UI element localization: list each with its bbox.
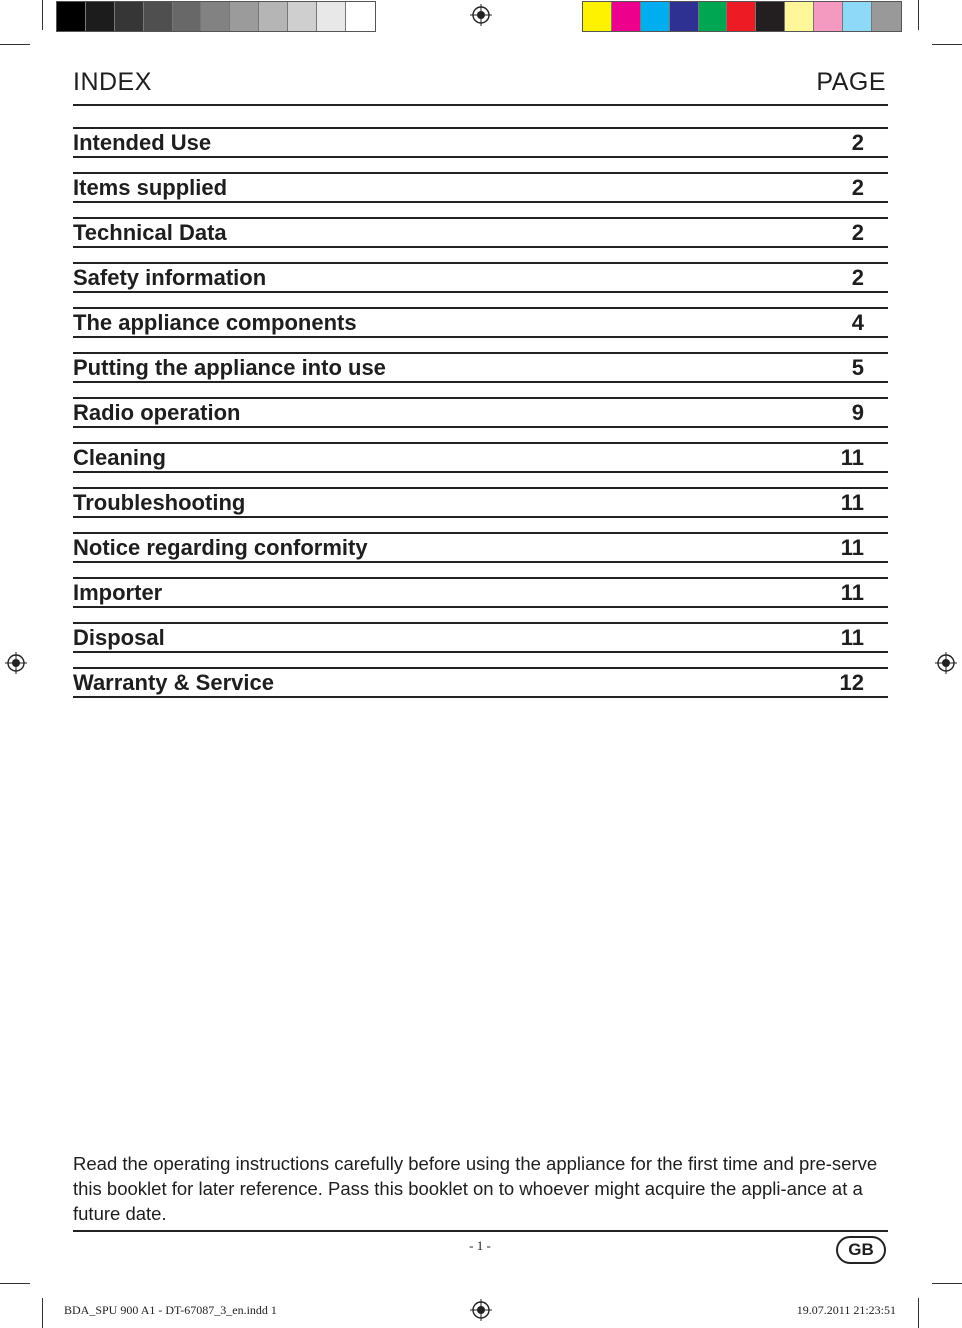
table-of-contents xyxy=(73,127,888,712)
page-heading: PAGE xyxy=(816,68,886,96)
toc-title: Notice regarding conformity xyxy=(73,535,368,560)
crop-mark xyxy=(0,44,30,45)
crop-mark xyxy=(932,44,962,45)
toc-title: Importer xyxy=(73,580,163,605)
toc-title: Troubleshooting xyxy=(73,490,246,515)
toc-page-number: 11 xyxy=(840,445,864,470)
color-swatch xyxy=(785,2,814,31)
color-swatch xyxy=(756,2,785,31)
color-swatch xyxy=(115,2,144,31)
toc-page-number: 5 xyxy=(851,355,864,380)
color-bar xyxy=(582,1,902,32)
color-swatch xyxy=(872,2,901,31)
toc-row xyxy=(73,397,888,428)
toc-title: Cleaning xyxy=(73,445,166,470)
toc-title: Warranty & Service xyxy=(73,670,274,695)
color-swatch xyxy=(86,2,115,31)
color-swatch xyxy=(230,2,259,31)
toc-title: Intended Use xyxy=(73,130,212,155)
color-swatch xyxy=(346,2,375,31)
color-swatch xyxy=(173,2,202,31)
color-swatch xyxy=(317,2,346,31)
toc-page-number: 11 xyxy=(840,580,864,605)
header-rule xyxy=(73,104,888,106)
toc-title: Putting the appliance into use xyxy=(73,355,386,380)
registration-mark-icon xyxy=(470,4,492,26)
toc-page-number: 11 xyxy=(840,535,864,560)
color-swatch xyxy=(57,2,86,31)
toc-title: Technical Data xyxy=(73,220,227,245)
registration-mark-icon xyxy=(5,652,27,674)
toc-row xyxy=(73,442,888,473)
toc-page-number: 2 xyxy=(851,130,864,155)
language-badge: GB xyxy=(836,1236,886,1264)
color-swatch xyxy=(259,2,288,31)
color-swatch xyxy=(144,2,173,31)
slug-filename: BDA_SPU 900 A1 - DT-67087_3_en.indd 1 xyxy=(64,1303,277,1317)
toc-title: The appliance components xyxy=(73,310,357,335)
toc-title: Disposal xyxy=(73,625,165,650)
toc-row xyxy=(73,217,888,248)
color-swatch xyxy=(843,2,872,31)
crop-mark xyxy=(918,0,919,30)
crop-mark xyxy=(42,0,43,30)
toc-row xyxy=(73,307,888,338)
toc-row xyxy=(73,127,888,158)
color-swatch xyxy=(641,2,670,31)
toc-page-number: 11 xyxy=(840,490,864,515)
crop-mark xyxy=(0,1283,30,1284)
grey-scale-bar xyxy=(56,1,376,32)
color-swatch xyxy=(699,2,728,31)
toc-page-number: 12 xyxy=(839,670,864,695)
toc-page-number: 2 xyxy=(851,265,864,290)
toc-row xyxy=(73,577,888,608)
instructions-note: Read the operating instructions carefully before using the appliance for the first time and pre-serve this booklet for later reference. Pass this booklet on to whoever might acquire the appli-ance at a future date. xyxy=(73,1153,878,1224)
toc-title: Items supplied xyxy=(73,175,228,200)
toc-row xyxy=(73,622,888,653)
slug-datetime: 19.07.2011 21:23:51 xyxy=(796,1303,896,1317)
page-number: - 1 - xyxy=(469,1238,491,1253)
toc-row xyxy=(73,262,888,293)
toc-row xyxy=(73,667,888,698)
toc-page-number: 2 xyxy=(851,220,864,245)
toc-page-number: 2 xyxy=(851,175,864,200)
toc-page-number: 4 xyxy=(851,310,864,335)
color-swatch xyxy=(612,2,641,31)
toc-page-number: 9 xyxy=(851,400,864,425)
toc-row xyxy=(73,352,888,383)
toc-page-number: 11 xyxy=(840,625,864,650)
toc-row xyxy=(73,172,888,203)
registration-mark-icon xyxy=(935,652,957,674)
color-swatch xyxy=(727,2,756,31)
crop-mark xyxy=(918,1298,919,1328)
toc-title: Safety information xyxy=(73,265,267,290)
registration-mark-icon xyxy=(470,1299,492,1321)
footer-rule xyxy=(73,1230,888,1232)
crop-mark xyxy=(42,1298,43,1328)
color-swatch xyxy=(288,2,317,31)
color-swatch xyxy=(201,2,230,31)
toc-title: Radio operation xyxy=(73,400,241,425)
toc-row xyxy=(73,532,888,563)
color-swatch xyxy=(583,2,612,31)
index-heading: INDEX xyxy=(73,68,152,96)
crop-mark xyxy=(932,1283,962,1284)
toc-row xyxy=(73,487,888,518)
color-swatch xyxy=(814,2,843,31)
color-swatch xyxy=(670,2,699,31)
